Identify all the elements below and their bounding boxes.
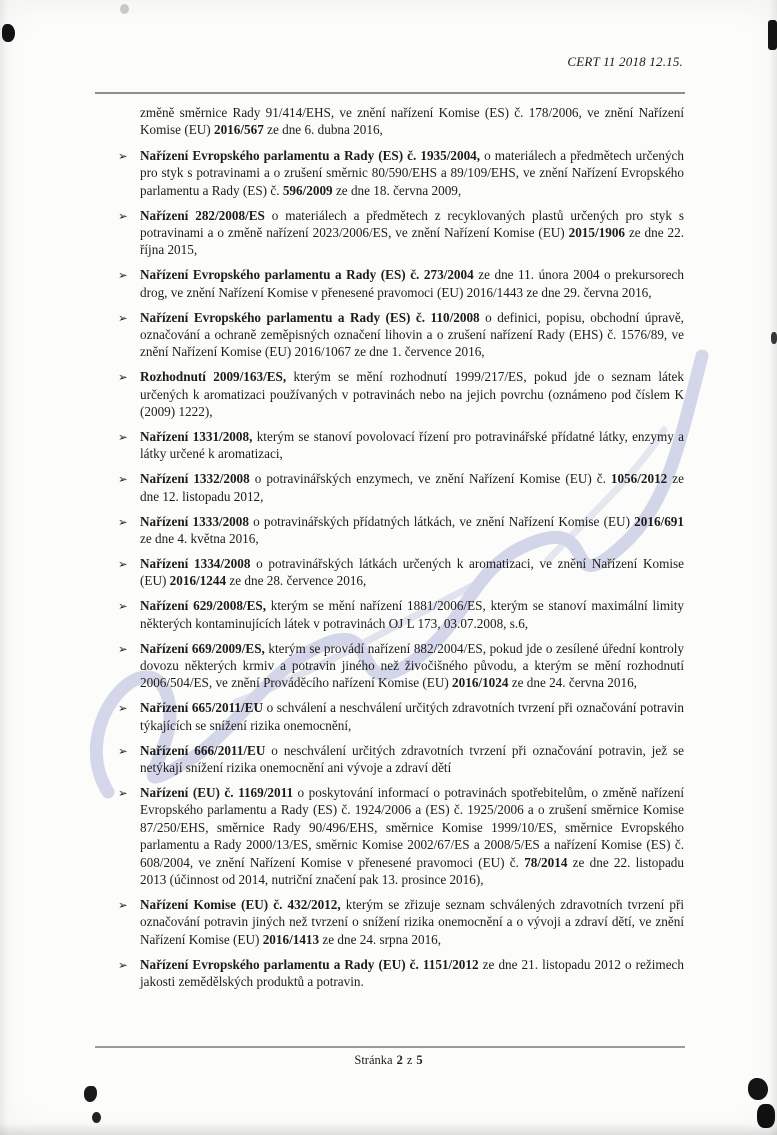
- list-bullet-icon: ➢: [118, 208, 128, 223]
- regulation-item-text: [140, 641, 684, 691]
- regulation-list-item: [118, 896, 684, 948]
- list-bullet-icon: ➢: [118, 785, 128, 800]
- regulation-ref-bold: 596/2009: [282, 182, 333, 198]
- regulation-item-text: [140, 429, 684, 461]
- paragraph-text: o potravinářských enzymech, ve znění Nařízení Komise (EU) č.: [249, 471, 611, 487]
- regulation-list: [118, 147, 684, 991]
- regulation-ref-bold: Nařízení Evropského parlamentu a Rady (ES) č. 273/2004: [140, 267, 474, 283]
- paragraph-text: změně směrnice Rady 91/414/EHS, ve znění nařízení Komise (ES) č. 178/2006, ve znění Nařízení Komise (EU): [140, 105, 684, 138]
- regulation-list-item: [118, 266, 684, 301]
- regulation-item-text: [140, 471, 684, 503]
- list-bullet-icon: ➢: [118, 472, 128, 487]
- regulation-item-text: [140, 743, 684, 775]
- regulation-list-item: [118, 428, 684, 463]
- paragraph-text: ze dne 22. listopadu 2013 (účinnost od 2014, nutriční značení pak 13. prosince 2016),: [140, 854, 684, 887]
- regulation-item-text: [140, 148, 684, 198]
- paragraph-text: ze dne 6. dubna 2016,: [263, 122, 383, 138]
- regulation-ref-bold: Nařízení 665/2011/EU: [140, 700, 263, 716]
- regulation-ref-bold: Nařízení Evropského parlamentu a Rady (ES) č. 1935/2004,: [140, 147, 481, 163]
- regulation-item-text: [140, 267, 684, 299]
- regulation-item-text: [140, 897, 684, 947]
- regulation-list-item: [118, 470, 684, 505]
- regulation-item-text: [140, 785, 684, 887]
- paragraph-text: kterým se zřizuje seznam schválených zdravotních tvrzení při označování potravin jiných než tvrzení o snížení rizika onemocnění a o vývoji a zdraví dětí, ve znění Nařízení Komise (EU): [140, 896, 684, 947]
- regulation-item-text: [140, 598, 684, 630]
- paragraph-text: ze dne 24. června 2016,: [508, 675, 637, 691]
- page-footer: [0, 1053, 777, 1068]
- paragraph-text: o potravinářských přídatných látkách, ve znění Nařízení Komise (EU): [248, 513, 635, 529]
- regulation-list-item: [118, 640, 684, 692]
- regulation-list-item: [118, 147, 684, 199]
- paragraph-text: ze dne 4. května 2016,: [140, 531, 259, 547]
- header-divider: [95, 92, 685, 94]
- paragraph-text: o materiálech a předmětech určených pro styk s potravinami a o zrušení směrnic 80/590/EHS a 89/109/EHS, ve znění Nařízení Evropského parlamentu a Rady (ES) č.: [140, 147, 684, 198]
- paragraph-text: o schválení a neschválení určitých zdravotních tvrzení při označování potravin týkajících se snížení rizika onemocnění,: [140, 700, 684, 733]
- paragraph-text: o definici, popisu, obchodní úpravě, označování a ochraně zeměpisných označení lihovin a o zrušení nařízení Rady (EHS) č. 1576/89, ve znění Nařízení Komise (EU) 2016/1067 ze dne 1. července 2016,: [140, 309, 684, 360]
- regulation-item-text: [140, 208, 684, 258]
- regulation-item-text: [140, 310, 684, 360]
- regulation-ref-bold: Nařízení (EU) č. 1169/2011: [140, 784, 294, 800]
- regulation-item-text: [140, 556, 684, 588]
- regulation-ref-bold: Nařízení 1331/2008,: [140, 429, 253, 444]
- footer-divider: [95, 1046, 685, 1048]
- regulation-list-item: [118, 513, 684, 548]
- regulation-ref-bold: Nařízení 1332/2008: [140, 471, 250, 487]
- regulation-ref-bold: 2016/691: [634, 513, 684, 529]
- list-bullet-icon: ➢: [118, 310, 128, 325]
- regulation-list-item: [118, 368, 684, 420]
- regulation-list-item: [118, 699, 684, 734]
- regulation-ref-bold: Nařízení 1333/2008: [140, 513, 249, 529]
- paragraph-text: ze dne 21. listopadu 2012 o režimech jakosti zemědělských produktů a potravin.: [140, 956, 684, 989]
- list-bullet-icon: ➢: [118, 514, 128, 529]
- list-bullet-icon: ➢: [118, 897, 128, 912]
- list-bullet-icon: ➢: [118, 268, 128, 283]
- scan-artifact: [92, 1112, 101, 1123]
- paragraph-text: kterým se mění nařízení 1881/2006/ES, kterým se stanoví maximální limity některých kontaminujících látek v potravinách OJ L 173, 03.07.2008, s.6,: [140, 598, 684, 631]
- regulation-list-item: [118, 956, 684, 991]
- continuation-paragraph: [140, 104, 684, 139]
- footer-page-number: 2: [396, 1053, 403, 1067]
- regulation-ref-bold: Nařízení 629/2008/ES,: [140, 598, 267, 614]
- regulation-item-text: [140, 369, 684, 419]
- regulation-ref-bold: Nařízení Komise (EU) č. 432/2012,: [140, 896, 341, 912]
- regulation-list-item: [118, 742, 684, 777]
- regulation-ref-bold: 2015/1906: [568, 224, 626, 240]
- paragraph-text: kterým se provádí nařízení 882/2004/ES, pokud jde o zesílené úřední kontroly dovozu některých krmiv a potravin jiného než živočišného původu, a kterým se mění rozhodnutí 2006/504/ES, ve znění Prováděcího nařízení Komise (EU): [140, 640, 684, 691]
- regulation-item-text: [140, 514, 684, 546]
- regulation-list-item: [118, 555, 684, 590]
- regulation-ref-bold: 78/2014: [524, 854, 568, 870]
- paragraph-text: o neschválení určitých zdravotních tvrzení při označování potravin, jež se netýkají snížení rizika onemocnění ani vývoje a zdraví dětí: [140, 742, 684, 775]
- scan-edge-shading: [0, 0, 8, 1135]
- regulation-ref-bold: Nařízení 669/2009/ES,: [140, 640, 265, 656]
- paragraph-text: kterým se stanoví povolovací řízení pro potravinářské přídatné látky, enzymy a látky určené k aromatizaci,: [140, 429, 684, 462]
- list-bullet-icon: ➢: [118, 743, 128, 758]
- regulation-ref-bold: 2016/1244: [169, 573, 227, 589]
- list-bullet-icon: ➢: [118, 370, 128, 385]
- list-bullet-icon: ➢: [118, 701, 128, 716]
- regulation-ref-bold: Nařízení Evropského parlamentu a Rady (ES) č. 110/2008: [140, 309, 480, 325]
- paragraph-text: o poskytování informací o potravinách spotřebitelům, o změně nařízení Evropského parlamentu a Rady (ES) č. 1924/2006 a (ES) č. 1925/2006 a o zrušení směrnice Komise 87/250/EHS, směrnice Rady 90/496/EHS, směrnice Komise 1999/10/ES, směrnice Evropského parlamentu a Rady 2000/13/ES, směrnic Komise 2002/67/ES a 2008/5/ES a nařízení Komise (ES) č. 608/2004, ve znění Nařízení Komise v přenesené pravomoci (EU) č.: [140, 784, 684, 870]
- list-bullet-icon: ➢: [118, 599, 128, 614]
- scan-artifact: [84, 1086, 97, 1102]
- regulation-ref-bold: Nařízení 1334/2008: [140, 555, 251, 571]
- paragraph-text: o potravinářských látkách určených k aromatizaci, ve znění Nařízení Komise (EU): [140, 555, 684, 589]
- paragraph-text: ze dne 11. února 2004 o prekursorech drog, ve znění Nařízení Komise v přenesené pravomoci (EU) 2016/1443 ze dne 29. června 2016,: [140, 267, 684, 300]
- regulation-item-text: [140, 957, 684, 989]
- paragraph-text: ze dne 24. srpna 2016,: [319, 931, 442, 947]
- list-bullet-icon: ➢: [118, 556, 128, 571]
- list-bullet-icon: ➢: [118, 641, 128, 656]
- document-reference: CERT 11 2018 12.15.: [567, 54, 683, 69]
- scan-edge-shading: [769, 0, 777, 1135]
- regulation-ref-bold: 2016/1024: [452, 675, 509, 691]
- scan-artifact: [748, 1078, 768, 1100]
- paragraph-text: kterým se mění rozhodnutí 1999/217/ES, pokud jde o seznam látek určených k aromatizaci používaných v potravinách nebo na jejich povrchu (oznámeno pod číslem K (2009) 1222),: [140, 369, 684, 420]
- paragraph-text: o materiálech a předmětech z recyklovaných plastů určených pro styk s potravinami a o změně nařízení 2023/2006/ES, ve znění Nařízení Komise (EU): [140, 207, 684, 240]
- footer-separator: z: [406, 1053, 413, 1067]
- footer-label: Stránka: [354, 1053, 393, 1067]
- paragraph-text: ze dne 18. června 2009,: [332, 182, 462, 198]
- regulation-ref-bold: Nařízení Evropského parlamentu a Rady (EU) č. 1151/2012: [140, 956, 479, 972]
- list-bullet-icon: ➢: [118, 957, 128, 972]
- scan-edge-shading: [0, 1123, 777, 1135]
- regulation-ref-bold: 2016/567: [213, 122, 264, 138]
- regulation-list-item: [118, 784, 684, 888]
- paragraph-text: ze dne 12. listopadu 2012,: [140, 471, 684, 504]
- regulation-ref-bold: 1056/2012: [610, 471, 668, 487]
- footer-total-pages: 5: [416, 1053, 423, 1067]
- regulation-ref-bold: 2016/1413: [262, 931, 320, 947]
- paragraph-text: ze dne 28. července 2016,: [226, 573, 367, 589]
- regulation-list-item: [118, 309, 684, 361]
- scan-artifact: [120, 4, 129, 14]
- regulation-ref-bold: Nařízení 666/2011/EU: [140, 742, 266, 758]
- regulation-item-text: [140, 700, 684, 732]
- document-body: [118, 104, 684, 998]
- regulation-list-item: [118, 207, 684, 259]
- list-bullet-icon: ➢: [118, 430, 128, 444]
- regulation-ref-bold: Nařízení 282/2008/ES: [140, 207, 265, 223]
- regulation-ref-bold: Rozhodnutí 2009/163/ES,: [140, 369, 287, 385]
- list-bullet-icon: ➢: [118, 148, 128, 163]
- regulation-list-item: [118, 597, 684, 632]
- paragraph-text: ze dne 22. října 2015,: [140, 224, 684, 258]
